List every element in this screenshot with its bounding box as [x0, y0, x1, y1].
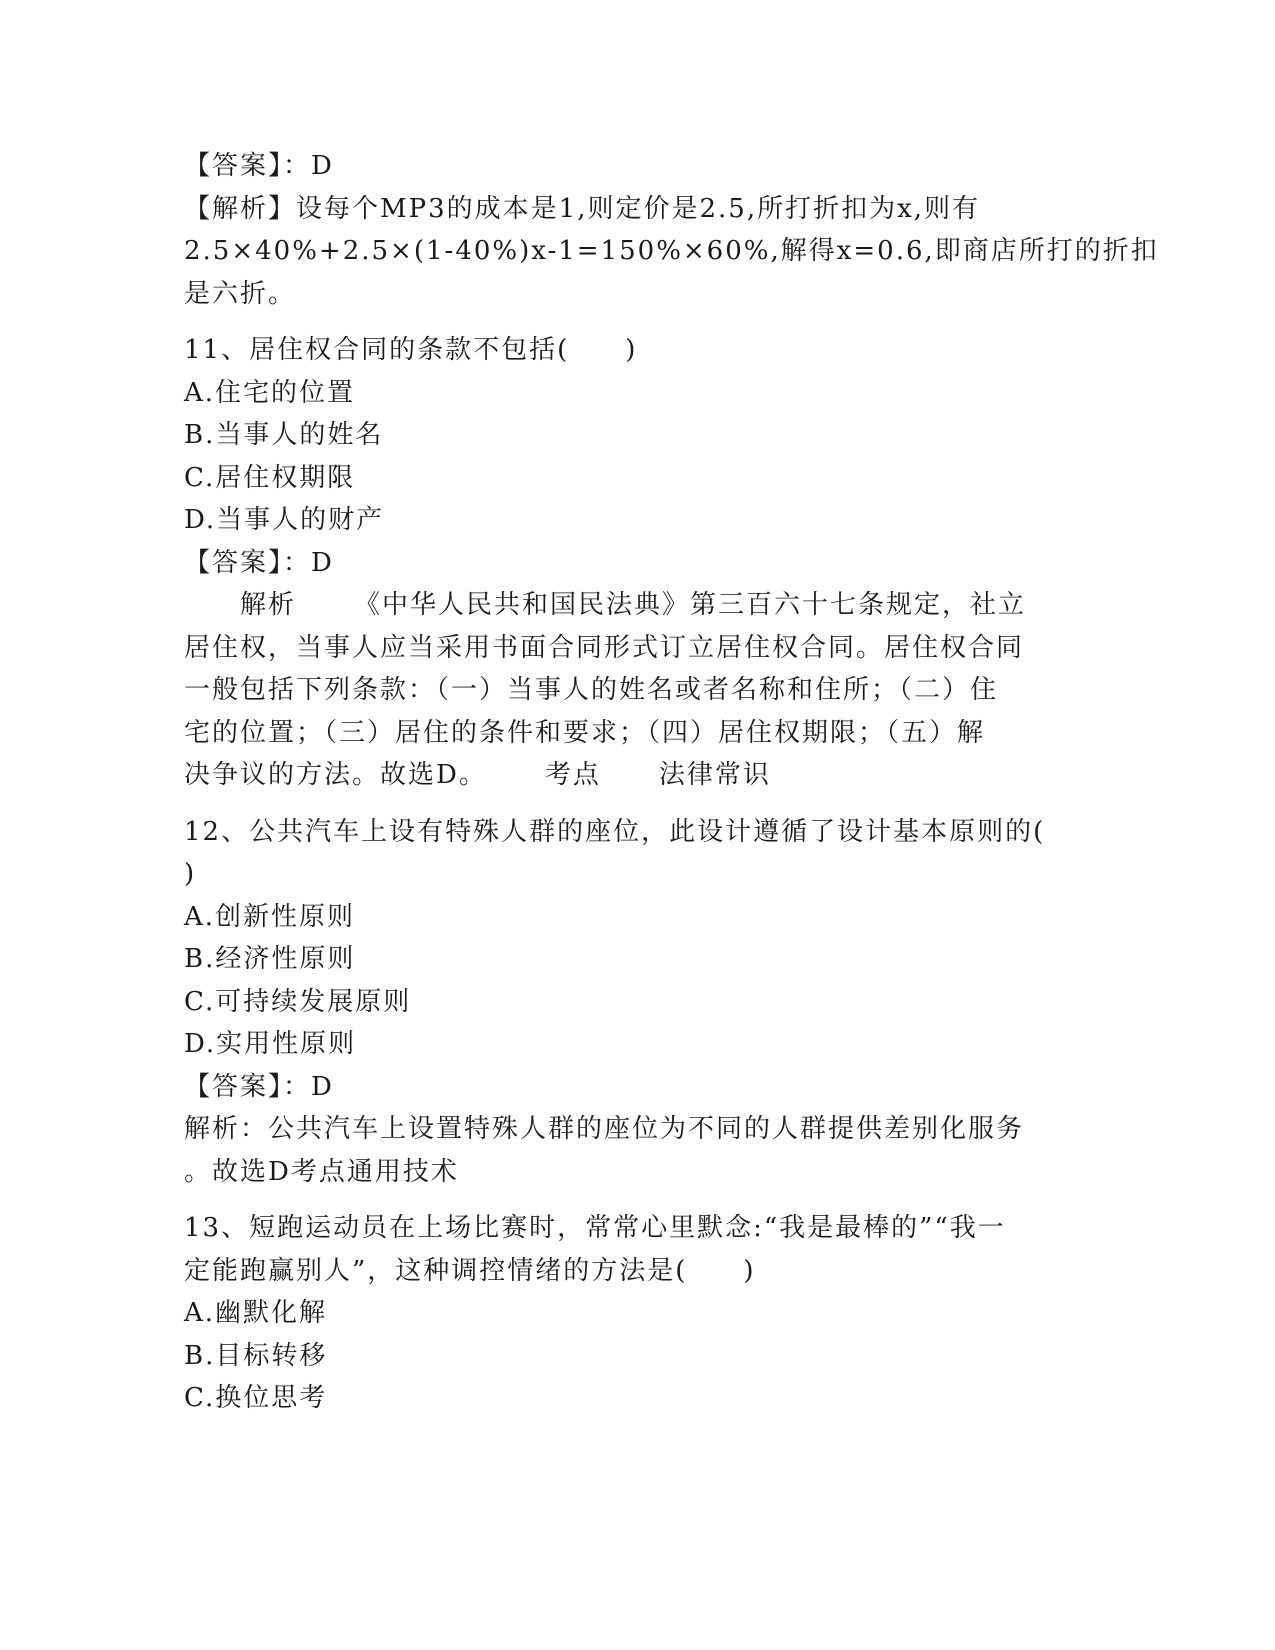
q11-analysis-line: 居住权，当事人应当采用书面合同形式订立居住权合同。居住权合同 [184, 632, 1025, 663]
q10-answer: 【答案】：D [184, 151, 334, 181]
q12-analysis-line: 解析：公共汽车上设置特殊人群的座位为不同的人群提供差别化服务 [184, 1114, 1025, 1144]
q12-stem-line: ) [184, 859, 197, 889]
q10-analysis-line: 2.5×40%+2.5×(1-40%)x-1=150%×60%,解得x=0.6,即商店所打的折扣 [184, 236, 1159, 266]
q12-option-b: B.经济性原则 [184, 944, 356, 974]
q11-analysis-line: 宅的位置；（三）居住的条件和要求；（四）居住权期限；（五）解 [184, 717, 986, 748]
q11-analysis-last-line [184, 754, 1064, 797]
q12-analysis-line: 。故选D考点通用技术 [184, 1156, 459, 1187]
q12-option-a: A.创新性原则 [184, 901, 356, 932]
q12-stem-line: 12、公共汽车上设有特殊人群的座位，此设计遵循了设计基本原则的( [184, 816, 1046, 847]
q12-option-d: D.实用性原则 [184, 1029, 357, 1059]
q13-option-b: B.目标转移 [184, 1340, 328, 1371]
q11-option-c: C.居住权期限 [184, 462, 356, 493]
q11-answer: 【答案】：D [184, 547, 334, 578]
q13-option-a: A.幽默化解 [184, 1298, 328, 1328]
q13-stem-line: 13、短跑运动员在上场比赛时，常常心里默念:“我是最棒的”“我一 [184, 1213, 1006, 1243]
q13-stem-line: 定能跑赢别人”，这种调控情绪的方法是( ) [184, 1255, 756, 1286]
document-page [184, 145, 1159, 1420]
q11-option-a: A.住宅的位置 [184, 377, 356, 408]
q10-analysis-line: 【解析】设每个MP3的成本是1,则定价是2.5,所打折扣为x,则有 [184, 193, 981, 224]
q12-answer: 【答案】：D [184, 1071, 334, 1102]
q11-analysis-text: 《中华人民共和国民法典》第三百六十七条规定，社立 [354, 590, 1027, 620]
q12-option-c: C.可持续发展原则 [184, 986, 412, 1017]
q11-analysis-first-line [184, 584, 1064, 627]
q11-analysis-line: 一般包括下列条款：（一）当事人的姓名或者名称和住所；（二）住 [184, 675, 999, 705]
spacer [184, 315, 1064, 329]
q11-point-label: 考点 [544, 760, 601, 790]
spacer [184, 1193, 1064, 1207]
q11-point: 法律常识 [658, 760, 771, 790]
q11-analysis-label: 解析 [240, 590, 297, 620]
q10-analysis-line: 是六折。 [184, 278, 297, 309]
q11-option-d: D.当事人的财产 [184, 505, 385, 535]
q13-option-c: C.换位思考 [184, 1383, 328, 1413]
spacer [184, 797, 1064, 811]
q11-option-b: B.当事人的姓名 [184, 420, 384, 450]
q11-analysis-text: 决争议的方法。故选D。 [184, 760, 487, 790]
q11-stem: 11、居住权合同的条款不包括( ) [184, 335, 638, 365]
